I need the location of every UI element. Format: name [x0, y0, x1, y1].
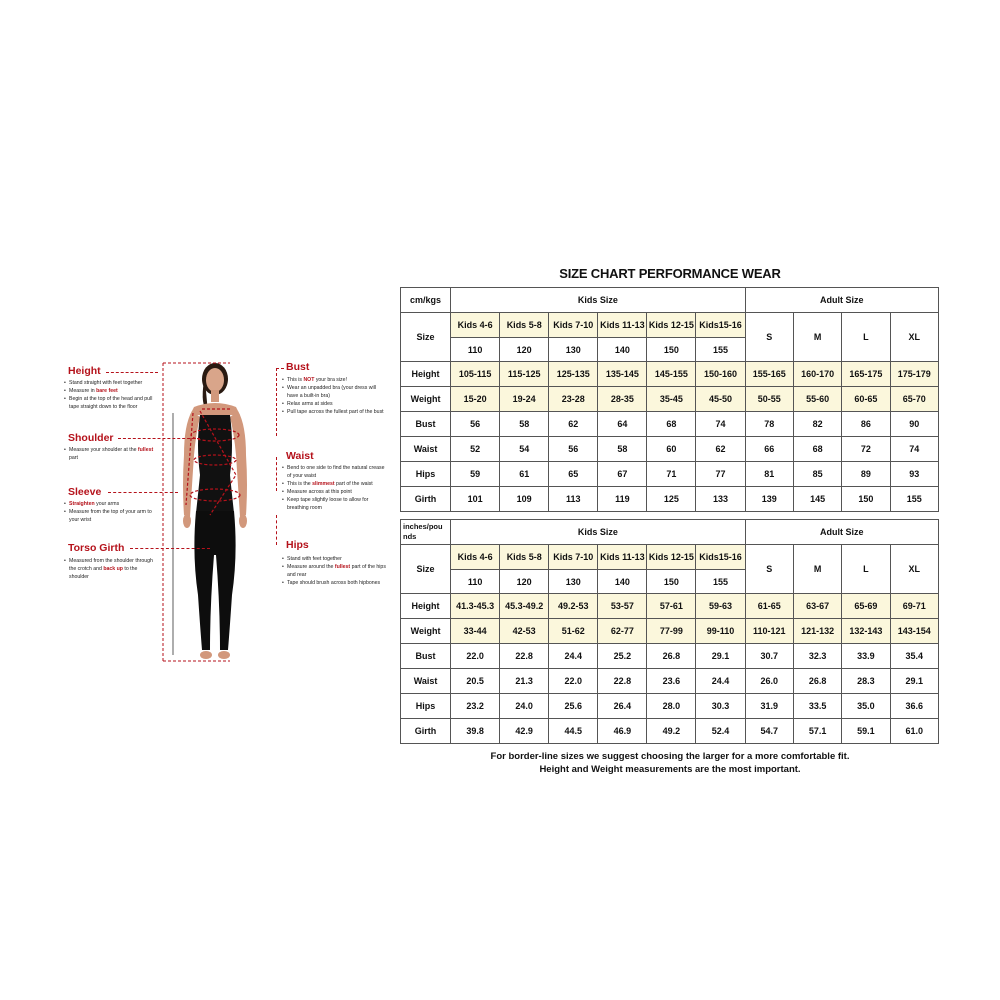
size-row-hips	[401, 694, 939, 719]
shoulder-title: Shoulder	[68, 432, 114, 444]
torso-leader	[130, 548, 210, 549]
size-value-cell: 60	[647, 437, 696, 462]
height-title: Height	[68, 365, 101, 377]
size-row-height	[401, 594, 939, 619]
size-value-cell: 23-28	[549, 387, 598, 412]
size-value-cell: 89	[842, 462, 890, 487]
size-value-cell: 45.3-49.2	[500, 594, 549, 619]
kids-height: 155	[696, 338, 745, 362]
size-value-cell: 67	[598, 462, 647, 487]
hips-title: Hips	[286, 539, 309, 551]
size-value-cell: 60-65	[842, 387, 890, 412]
size-value-cell: 50-55	[745, 387, 793, 412]
row-label: Height	[401, 594, 451, 619]
size-row-girth	[401, 487, 939, 512]
kids-size: Kids 11-13	[598, 313, 647, 338]
size-value-cell: 33-44	[451, 619, 500, 644]
kids-height: 155	[696, 570, 745, 594]
waist-line: • Keep tape slightly loose to allow for breathing room	[282, 496, 386, 512]
size-value-cell: 71	[647, 462, 696, 487]
size-value-cell: 74	[890, 437, 938, 462]
size-value-cell: 59	[451, 462, 500, 487]
size-value-cell: 22.0	[549, 669, 598, 694]
size-value-cell: 35-45	[647, 387, 696, 412]
size-value-cell: 132-143	[842, 619, 890, 644]
size-value-cell: 155	[890, 487, 938, 512]
size-value-cell: 65	[549, 462, 598, 487]
size-value-cell: 77-99	[647, 619, 696, 644]
unit-label: cm/kgs	[401, 288, 451, 313]
size-value-cell: 78	[745, 412, 793, 437]
size-value-cell: 74	[696, 412, 745, 437]
size-value-cell: 68	[793, 437, 841, 462]
adult-size: XL	[890, 313, 938, 362]
adult-size: S	[745, 313, 793, 362]
size-table-metric	[400, 287, 939, 512]
kids-size: Kids15-16	[696, 313, 745, 338]
adult-size: M	[793, 545, 841, 594]
size-value-cell: 139	[745, 487, 793, 512]
size-value-cell: 135-145	[598, 362, 647, 387]
size-value-cell: 26.0	[745, 669, 793, 694]
height-instructions	[64, 379, 160, 411]
size-value-cell: 61.0	[890, 719, 938, 744]
size-value-cell: 65-70	[890, 387, 938, 412]
size-value-cell: 56	[451, 412, 500, 437]
size-value-cell: 81	[745, 462, 793, 487]
size-row-waist	[401, 669, 939, 694]
bust-leader-v	[276, 368, 277, 436]
size-value-cell: 24.4	[696, 669, 745, 694]
row-label: Weight	[401, 619, 451, 644]
size-value-cell: 63-67	[793, 594, 841, 619]
size-row-bust	[401, 412, 939, 437]
waist-instructions	[282, 464, 386, 512]
size-value-cell: 77	[696, 462, 745, 487]
size-value-cell: 33.5	[793, 694, 841, 719]
height-line: • Begin at the top of the head and pull tape straight down to the floor	[64, 395, 160, 411]
size-value-cell: 59-63	[696, 594, 745, 619]
size-value-cell: 35.0	[842, 694, 890, 719]
size-value-cell: 68	[647, 412, 696, 437]
size-value-cell: 30.3	[696, 694, 745, 719]
waist-line: • This is the slimmest part of the waist	[282, 480, 386, 488]
shoulder-instructions	[64, 446, 156, 462]
unit-label: inches/pou nds	[401, 520, 451, 545]
kids-size-header: Kids Size	[451, 288, 746, 313]
measuring-guide	[60, 355, 390, 670]
hips-leader-v	[276, 515, 277, 545]
kids-height: 120	[500, 570, 549, 594]
row-label: Weight	[401, 387, 451, 412]
row-label: Bust	[401, 412, 451, 437]
bust-line: • Wear an unpadded bra (your dress will have a built-in bra)	[282, 384, 384, 400]
kids-size: Kids 4-6	[451, 545, 500, 570]
size-value-cell: 52.4	[696, 719, 745, 744]
fit-note: For border-line sizes we suggest choosing the larger for a more comfortable fit.	[490, 751, 850, 762]
size-value-cell: 30.7	[745, 644, 793, 669]
size-value-cell: 23.6	[647, 669, 696, 694]
bust-line: • Relax arms at sides	[282, 400, 384, 408]
size-value-cell: 25.2	[598, 644, 647, 669]
row-label: Waist	[401, 437, 451, 462]
size-value-cell: 19-24	[500, 387, 549, 412]
bust-line: • This is NOT your bra size!	[282, 376, 384, 384]
row-label: Waist	[401, 669, 451, 694]
kids-size: Kids15-16	[696, 545, 745, 570]
size-value-cell: 23.2	[451, 694, 500, 719]
kids-size: Kids 5-8	[500, 545, 549, 570]
waist-leader-v	[276, 457, 277, 491]
hips-line: • Tape should brush across both hipbones	[282, 579, 386, 587]
size-value-cell: 26.4	[598, 694, 647, 719]
size-value-cell: 86	[842, 412, 890, 437]
size-row-waist	[401, 437, 939, 462]
size-value-cell: 145-155	[647, 362, 696, 387]
size-value-cell: 69-71	[890, 594, 938, 619]
size-value-cell: 46.9	[598, 719, 647, 744]
size-value-cell: 28.0	[647, 694, 696, 719]
adult-size: S	[745, 545, 793, 594]
chart-title: SIZE CHART PERFORMANCE WEAR	[559, 266, 781, 281]
size-value-cell: 39.8	[451, 719, 500, 744]
size-value-cell: 109	[500, 487, 549, 512]
size-value-cell: 32.3	[793, 644, 841, 669]
row-label: Hips	[401, 694, 451, 719]
kids-height: 140	[598, 570, 647, 594]
size-label: Size	[401, 313, 451, 362]
bust-leader	[276, 368, 284, 369]
size-value-cell: 24.0	[500, 694, 549, 719]
size-row-bust	[401, 644, 939, 669]
row-label: Girth	[401, 487, 451, 512]
hips-line: • Measure around the fullest part of the hips and rear	[282, 563, 386, 579]
size-value-cell: 22.0	[451, 644, 500, 669]
size-value-cell: 35.4	[890, 644, 938, 669]
kids-height: 150	[647, 570, 696, 594]
size-value-cell: 28-35	[598, 387, 647, 412]
row-label: Bust	[401, 644, 451, 669]
size-table-imperial	[400, 519, 939, 744]
bust-instructions	[282, 376, 384, 416]
size-value-cell: 20.5	[451, 669, 500, 694]
adult-size: XL	[890, 545, 938, 594]
size-value-cell: 29.1	[696, 644, 745, 669]
height-line: • Stand straight with feet together	[64, 379, 160, 387]
size-value-cell: 155-165	[745, 362, 793, 387]
kids-height: 130	[549, 570, 598, 594]
waist-line: • Bend to one side to find the natural crease of your waist	[282, 464, 386, 480]
size-value-cell: 93	[890, 462, 938, 487]
size-value-cell: 110-121	[745, 619, 793, 644]
size-value-cell: 160-170	[793, 362, 841, 387]
size-value-cell: 165-175	[842, 362, 890, 387]
size-value-cell: 62	[696, 437, 745, 462]
size-value-cell: 115-125	[500, 362, 549, 387]
size-value-cell: 42.9	[500, 719, 549, 744]
size-row-weight	[401, 387, 939, 412]
waist-title: Waist	[286, 450, 314, 462]
kids-height: 120	[500, 338, 549, 362]
size-value-cell: 150-160	[696, 362, 745, 387]
size-value-cell: 22.8	[500, 644, 549, 669]
adult-size: L	[842, 313, 890, 362]
size-value-cell: 21.3	[500, 669, 549, 694]
adult-size: L	[842, 545, 890, 594]
sleeve-line: • Measure from the top of your arm to your wrist	[64, 508, 160, 524]
kids-height: 110	[451, 338, 500, 362]
kids-size-header: Kids Size	[451, 520, 746, 545]
size-value-cell: 26.8	[793, 669, 841, 694]
adult-size: M	[793, 313, 841, 362]
size-value-cell: 62	[549, 412, 598, 437]
size-value-cell: 36.6	[890, 694, 938, 719]
height-leader	[106, 372, 158, 373]
size-row-hips	[401, 462, 939, 487]
kids-size: Kids 7-10	[549, 313, 598, 338]
size-row-weight	[401, 619, 939, 644]
size-value-cell: 99-110	[696, 619, 745, 644]
size-value-cell: 62-77	[598, 619, 647, 644]
kids-size: Kids 5-8	[500, 313, 549, 338]
size-value-cell: 101	[451, 487, 500, 512]
size-value-cell: 15-20	[451, 387, 500, 412]
sleeve-leader	[108, 492, 178, 493]
size-value-cell: 54	[500, 437, 549, 462]
size-value-cell: 85	[793, 462, 841, 487]
size-value-cell: 105-115	[451, 362, 500, 387]
size-value-cell: 143-154	[890, 619, 938, 644]
waist-line: • Measure across at this point	[282, 488, 386, 496]
size-value-cell: 49.2	[647, 719, 696, 744]
size-value-cell: 53-57	[598, 594, 647, 619]
kids-size: Kids 12-15	[647, 313, 696, 338]
kids-height: 140	[598, 338, 647, 362]
size-value-cell: 175-179	[890, 362, 938, 387]
sleeve-title: Sleeve	[68, 486, 102, 498]
size-value-cell: 54.7	[745, 719, 793, 744]
size-value-cell: 65-69	[842, 594, 890, 619]
size-value-cell: 145	[793, 487, 841, 512]
size-value-cell: 150	[842, 487, 890, 512]
size-value-cell: 24.4	[549, 644, 598, 669]
size-value-cell: 125	[647, 487, 696, 512]
size-value-cell: 119	[598, 487, 647, 512]
size-value-cell: 64	[598, 412, 647, 437]
torso-girth-title: Torso Girth	[68, 542, 125, 554]
kids-size: Kids 12-15	[647, 545, 696, 570]
row-label: Height	[401, 362, 451, 387]
bust-title: Bust	[286, 361, 310, 373]
size-value-cell: 57-61	[647, 594, 696, 619]
fit-note-emphasis: Height and Weight measurements are the most important.	[539, 764, 801, 775]
size-value-cell: 41.3-45.3	[451, 594, 500, 619]
shoulder-line: • Measure your shoulder at the fullest part	[64, 446, 156, 462]
size-value-cell: 31.9	[745, 694, 793, 719]
kids-height: 110	[451, 570, 500, 594]
size-value-cell: 45-50	[696, 387, 745, 412]
height-line: • Measure in bare feet	[64, 387, 160, 395]
kids-size: Kids 7-10	[549, 545, 598, 570]
size-value-cell: 72	[842, 437, 890, 462]
size-value-cell: 56	[549, 437, 598, 462]
size-value-cell: 82	[793, 412, 841, 437]
size-value-cell: 66	[745, 437, 793, 462]
size-value-cell: 59.1	[842, 719, 890, 744]
adult-size-header: Adult Size	[745, 520, 938, 545]
shoulder-leader	[118, 438, 200, 439]
size-value-cell: 51-62	[549, 619, 598, 644]
size-value-cell: 133	[696, 487, 745, 512]
kids-height: 130	[549, 338, 598, 362]
size-value-cell: 57.1	[793, 719, 841, 744]
torso-line: • Measured from the shoulder through the crotch and back up to the shoulder	[64, 557, 156, 581]
kids-size: Kids 4-6	[451, 313, 500, 338]
size-value-cell: 52	[451, 437, 500, 462]
hips-line: • Stand with feet together	[282, 555, 386, 563]
size-value-cell: 25.6	[549, 694, 598, 719]
size-value-cell: 28.3	[842, 669, 890, 694]
size-value-cell: 26.8	[647, 644, 696, 669]
size-row-height	[401, 362, 939, 387]
kids-height: 150	[647, 338, 696, 362]
adult-size-header: Adult Size	[745, 288, 938, 313]
hips-instructions	[282, 555, 386, 587]
size-value-cell: 58	[500, 412, 549, 437]
size-value-cell: 33.9	[842, 644, 890, 669]
kids-size: Kids 11-13	[598, 545, 647, 570]
size-value-cell: 61-65	[745, 594, 793, 619]
size-value-cell: 44.5	[549, 719, 598, 744]
torso-instructions	[64, 557, 156, 581]
size-value-cell: 90	[890, 412, 938, 437]
size-value-cell: 113	[549, 487, 598, 512]
size-value-cell: 121-132	[793, 619, 841, 644]
size-value-cell: 125-135	[549, 362, 598, 387]
size-value-cell: 29.1	[890, 669, 938, 694]
size-value-cell: 61	[500, 462, 549, 487]
row-label: Girth	[401, 719, 451, 744]
size-value-cell: 42-53	[500, 619, 549, 644]
row-label: Hips	[401, 462, 451, 487]
size-value-cell: 49.2-53	[549, 594, 598, 619]
size-value-cell: 55-60	[793, 387, 841, 412]
sleeve-line: • Straighten your arms	[64, 500, 160, 508]
size-row-girth	[401, 719, 939, 744]
size-value-cell: 58	[598, 437, 647, 462]
size-value-cell: 22.8	[598, 669, 647, 694]
sleeve-instructions	[64, 500, 160, 524]
bust-line: • Pull tape across the fullest part of the bust	[282, 408, 384, 416]
size-label: Size	[401, 545, 451, 594]
